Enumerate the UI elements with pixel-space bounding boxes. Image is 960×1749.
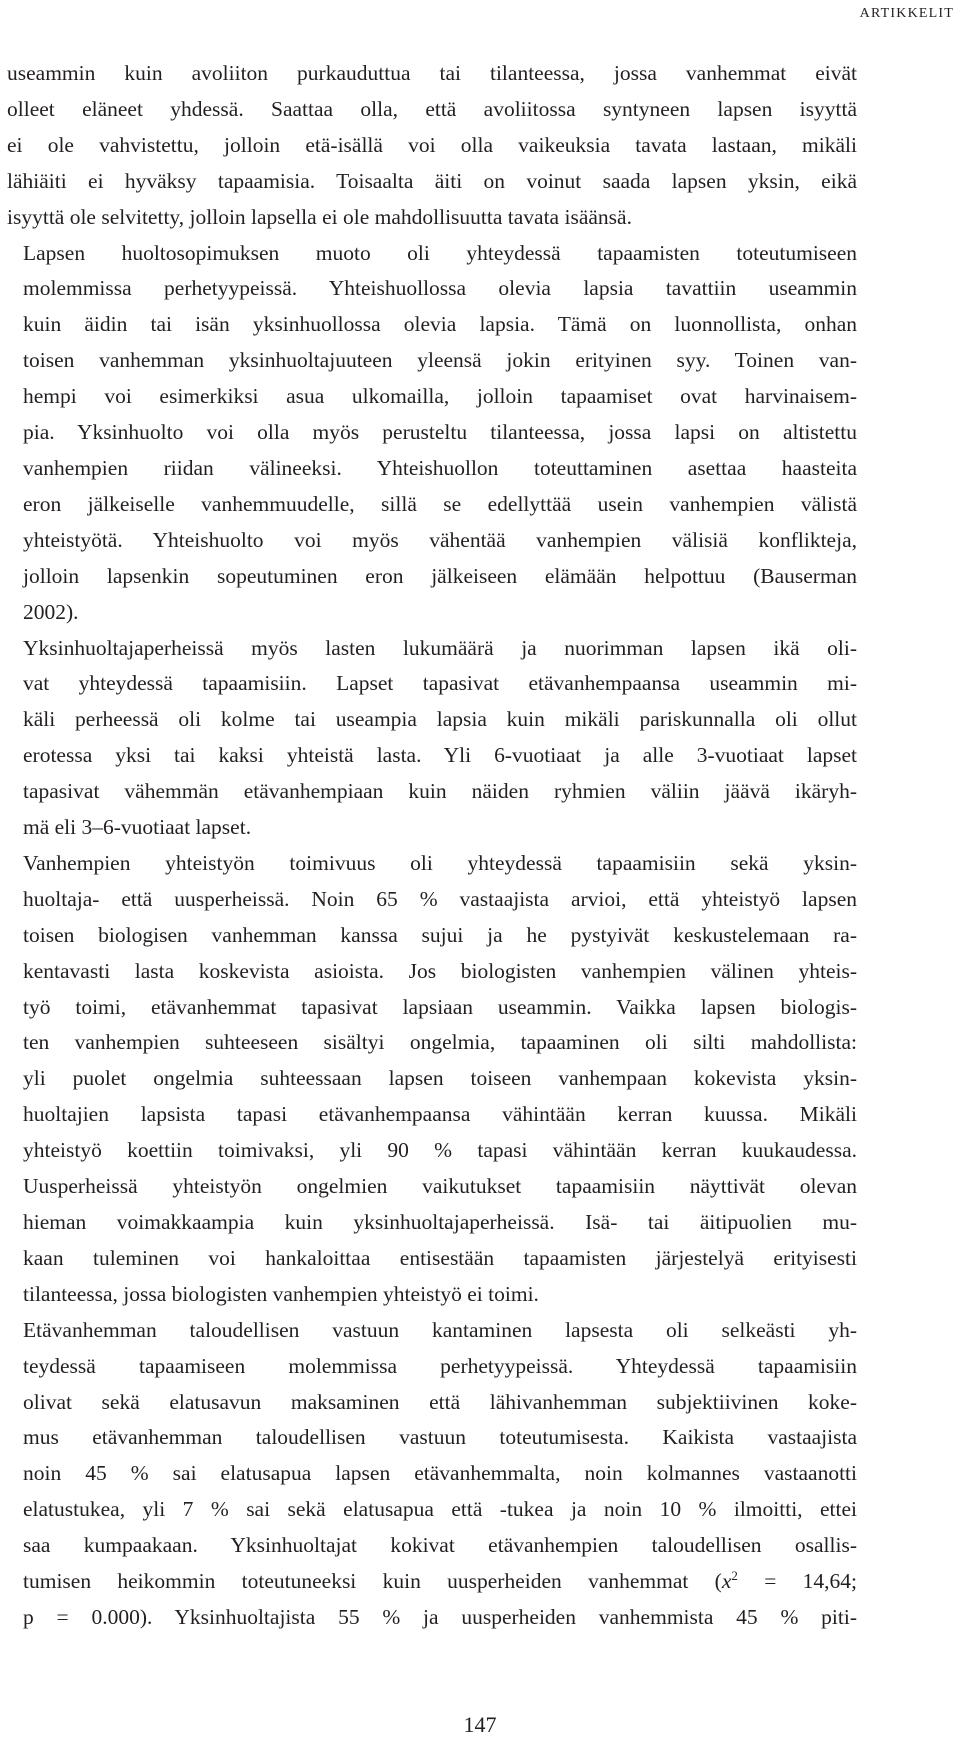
text-line: mä eli 3–6-vuotiaat lapset. [23,815,252,840]
text-line: ei ole vahvistettu, jolloin etä-isällä voi olla vaikeuksia tavata lastaan, mikäli [7,132,857,157]
paragraph-2 [7,236,857,631]
text-line: hempi voi esimerkiksi asua ulkomailla, jolloin tapaamiset ovat harvinaisem- [23,384,857,409]
text-line: työ toimi, etävanhemmat tapasivat lapsiaan useammin. Vaikka lapsen biologis- [23,994,857,1019]
paragraph-4 [7,846,857,1313]
article-body [7,56,857,1636]
text-line: yli puolet ongelmia suhteessaan lapsen toiseen vanhempaan kokevista yksin- [23,1066,857,1091]
text-line: olleet eläneet yhdessä. Saattaa olla, että avoliitossa syntyneen lapsen isyyttä [7,96,857,121]
text-line: erotessa yksi tai kaksi yhteistä lasta. Yli 6-vuotiaat ja alle 3-vuotiaat lapset [23,743,857,768]
text-line: ten vanhempien suhteeseen sisältyi ongelmia, tapaaminen oli silti mahdollista: [23,1030,857,1055]
text-line: hieman voimakkaampia kuin yksinhuoltajaperheissä. Isä- tai äitipuolien mu- [23,1210,857,1234]
text-line: huoltaja- että uusperheissä. Noin 65 % vastaajista arvioi, että yhteistyö lapsen [23,886,857,911]
text-line: tilanteessa, jossa biologisten vanhempien yhteistyö ei toimi. [23,1281,539,1306]
paragraph-5 [7,1313,857,1636]
text-line: saa kumpaakaan. Yksinhuoltajat kokivat etävanhempien taloudellisen osallis- [23,1533,857,1558]
text-line: teydessä tapaamiseen molemmissa perhetyypeissä. Yhteydessä tapaamisiin [23,1353,857,1378]
text-line: vanhempien riidan välineeksi. Yhteishuollon toteuttaminen asettaa haasteita [23,455,857,480]
text-line: 2002). [23,599,79,624]
text-line: yhteistyötä. Yhteishuolto voi myös vähentää vanhempien välisiä konflikteja, [23,527,857,552]
paragraph-1 [7,56,857,236]
text-line: käli perheessä oli kolme tai useampia lapsia kuin mikäli pariskunnalla oli ollut [23,707,857,732]
text-line: useammin kuin avoliiton purkauduttua tai tilanteessa, jossa vanhemmat eivät [7,61,857,85]
text-line: elatustukea, yli 7 % sai sekä elatusapua että -tukea ja noin 10 % ilmoitti, ettei [23,1497,857,1522]
text-line: yhteistyö koettiin toimivaksi, yli 90 % tapasi vähintään kerran kuukaudessa. [23,1138,857,1163]
text-line: eron jälkeiselle vanhemmuudelle, sillä se edellyttää usein vanhempien välistä [23,491,857,516]
text-line: Yksinhuoltajaperheissä myös lasten lukumäärä ja nuorimman lapsen ikä oli- [23,635,857,660]
text-line: jolloin lapsenkin sopeutuminen eron jälkeiseen elämään helpottuu (Bauserman [23,563,857,588]
text-line: kuin äidin tai isän yksinhuollossa olevia lapsia. Tämä on luonnollista, onhan [23,312,857,337]
text-line: pia. Yksinhuolto voi olla myös perusteltu tilanteessa, jossa lapsi on altistettu [23,420,857,445]
text-line: isyyttä ole selvitetty, jolloin lapsella ei ole mahdollisuutta tavata isäänsä. [7,204,632,229]
text-line: vat yhteydessä tapaamisiin. Lapset tapasivat etävanhempaansa useammin mi- [23,671,857,696]
section-header: ARTIKKELIT [859,6,954,21]
text-line: olivat sekä elatusavun maksaminen että lähivanhemman subjektiivinen koke- [23,1389,857,1414]
text-line: noin 45 % sai elatusapua lapsen etävanhemmalta, noin kolmannes vastaanotti [23,1461,857,1486]
text-line: toisen vanhemman yksinhuoltajuuteen yleensä jokin erityinen syy. Toinen van- [23,348,857,373]
stat-line-before: tumisen heikommin toteutuneeksi kuin uusperheiden vanhemmat ( [23,1569,722,1594]
page-number: 147 [463,1712,497,1737]
text-line: p = 0.000). Yksinhuoltajista 55 % ja uusperheiden vanhemmista 45 % piti- [23,1604,857,1629]
text-line: tapasivat vähemmän etävanhempiaan kuin näiden ryhmien väliin jäävä ikäryh- [23,779,857,804]
text-line: Etävanhemman taloudellisen vastuun kantaminen lapsesta oli selkeästi yh- [23,1317,857,1342]
text-line: huoltajien lapsista tapasi etävanhempaansa vähintään kerran kuussa. Mikäli [23,1102,857,1127]
stat-line-after: = 14,64; [737,1569,857,1594]
text-line: Uusperheissä yhteistyön ongelmien vaikutukset tapaamisiin näyttivät olevan [23,1174,857,1199]
stat-line [7,1564,857,1600]
paragraph-3 [7,631,857,846]
text-line: lähiäiti ei hyväksy tapaamisia. Toisaalta äiti on voinut saada lapsen yksin, eikä [7,168,857,193]
chi-square-symbol: x [721,1569,732,1594]
text-line: kaan tuleminen voi hankaloittaa entisestään tapaamisten järjestelyä erityisesti [23,1245,857,1270]
text-line: mus etävanhemman taloudellisen vastuun toteutumisesta. Kaikista vastaajista [23,1425,857,1450]
chi-square-exponent: 2 [731,1567,738,1583]
text-line: Vanhempien yhteistyön toimivuus oli yhteydessä tapaamisiin sekä yksin- [23,850,857,875]
text-line: toisen biologisen vanhemman kanssa sujui ja he pystyivät keskustelemaan ra- [23,922,857,947]
text-line: molemmissa perhetyypeissä. Yhteishuollossa olevia lapsia tavattiin useammin [23,276,857,301]
text-line: Lapsen huoltosopimuksen muoto oli yhteydessä tapaamisten toteutumiseen [23,240,857,265]
text-line: kentavasti lasta koskevista asioista. Jos biologisten vanhempien välinen yhteis- [23,958,857,983]
